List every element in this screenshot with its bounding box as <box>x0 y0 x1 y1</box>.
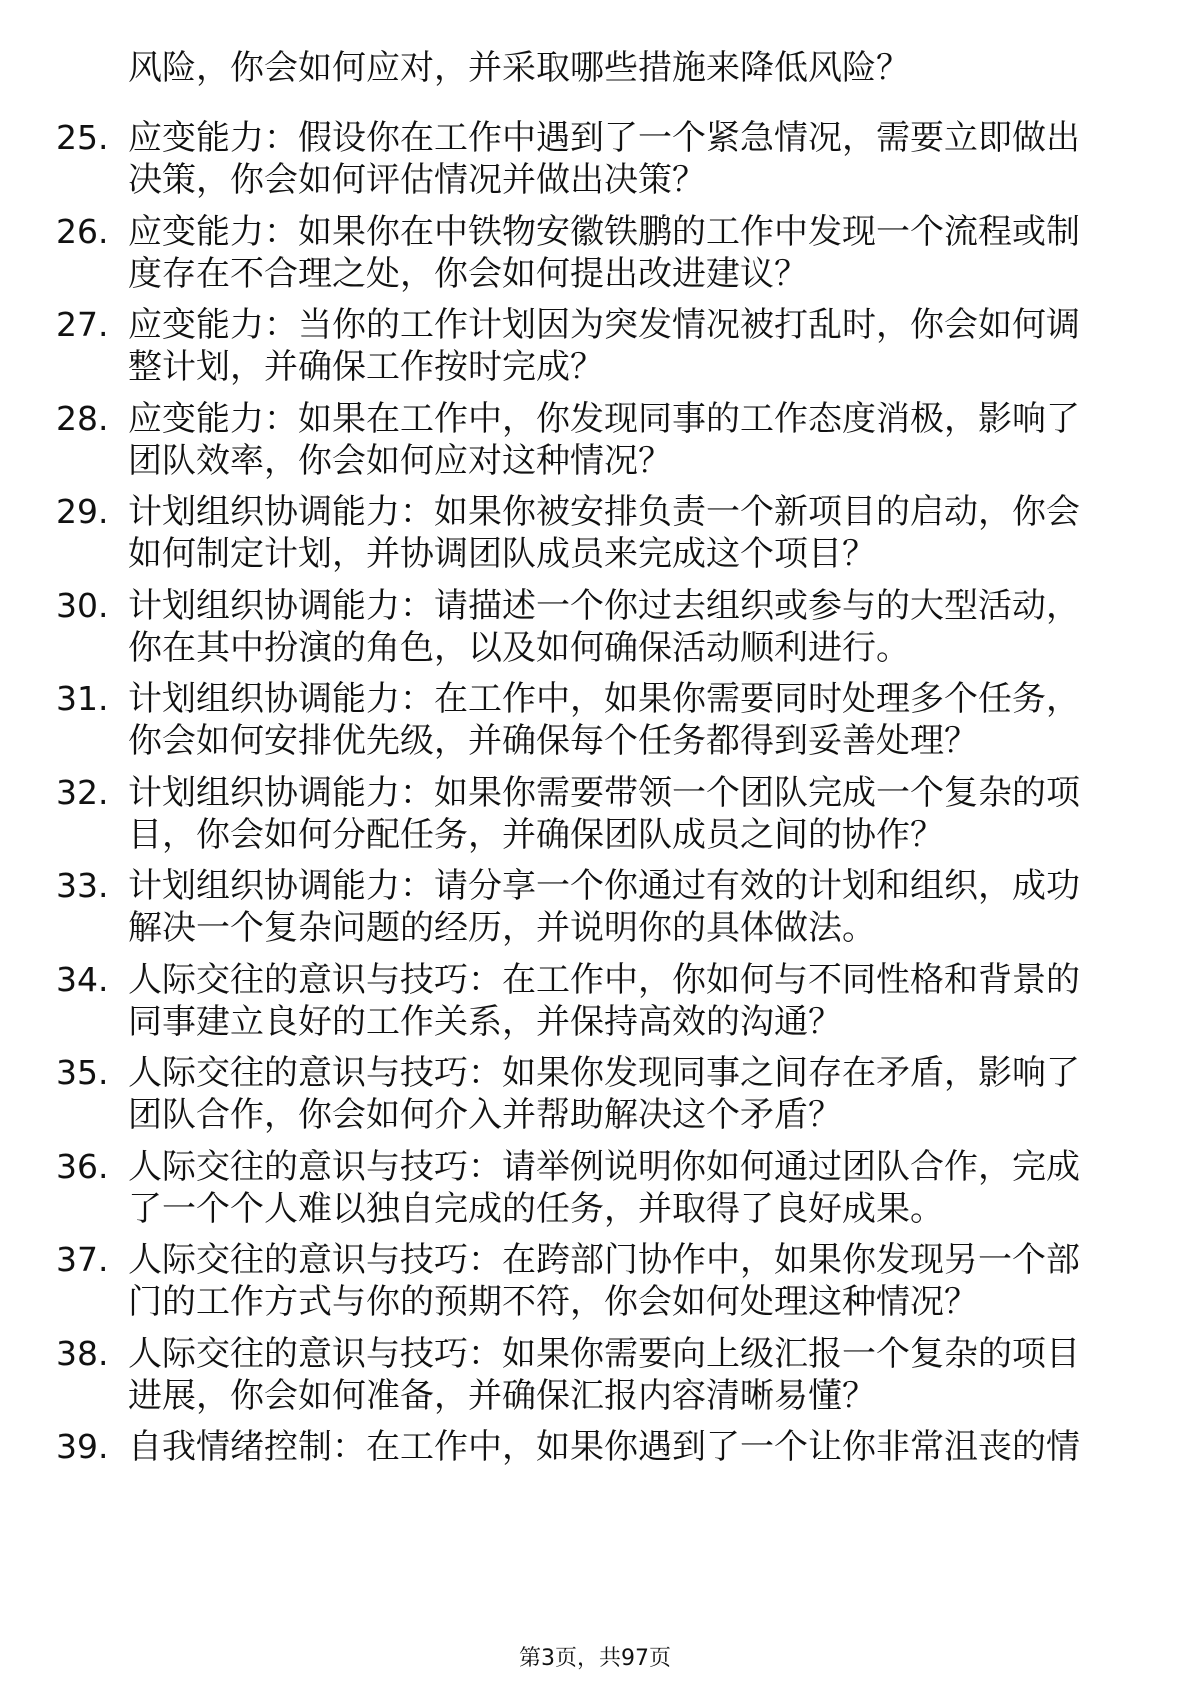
question-number: 36. <box>56 1146 109 1186</box>
question-item-34 <box>0 956 1190 1050</box>
question-number: 35. <box>56 1053 109 1092</box>
question-text-line: 团队合作，你会如何介入并帮助解决这个矛盾？ <box>128 1095 842 1135</box>
question-text-line: 如何制定计划，并协调团队成员来完成这个项目？ <box>128 534 876 574</box>
question-text-line: 了一个个人难以独自完成的任务，并取得了良好成果。 <box>128 1188 944 1229</box>
question-text-line: 计划组织协调能力：如果你需要带领一个团队完成一个复杂的项 <box>128 772 1080 813</box>
question-number: 26. <box>56 211 109 251</box>
question-text-line: 人际交往的意识与技巧：在跨部门协作中，如果你发现另一个部 <box>128 1240 1080 1280</box>
continuation-text: 风险，你会如何应对，并采取哪些措施来降低风险？ <box>128 48 910 88</box>
question-number: 32. <box>56 772 109 812</box>
question-item-27 <box>0 301 1190 395</box>
question-number: 27. <box>56 305 109 344</box>
question-number: 39. <box>56 1427 109 1466</box>
question-text-line: 进展，你会如何准备，并确保汇报内容清晰易懂？ <box>128 1375 876 1416</box>
question-text-line: 应变能力：如果在工作中，你发现同事的工作态度消极，影响了 <box>128 398 1080 439</box>
question-text-line: 你在其中扮演的角色，以及如何确保活动顺利进行。 <box>128 627 910 668</box>
question-text-line: 计划组织协调能力：在工作中，如果你需要同时处理多个任务， <box>128 679 1080 719</box>
question-text-line: 解决一个复杂问题的经历，并说明你的具体做法。 <box>128 908 876 948</box>
question-item-37 <box>0 1236 1190 1330</box>
question-text-line: 目，你会如何分配任务，并确保团队成员之间的协作？ <box>128 814 944 855</box>
question-number: 31. <box>56 679 109 718</box>
question-text-line: 应变能力：假设你在工作中遇到了一个紧急情况，需要立即做出 <box>128 118 1080 158</box>
question-text-line: 计划组织协调能力：请描述一个你过去组织或参与的大型活动， <box>128 585 1080 626</box>
question-number: 37. <box>56 1240 109 1279</box>
question-text-line: 度存在不合理之处，你会如何提出改进建议？ <box>128 253 808 294</box>
question-text-line: 门的工作方式与你的预期不符，你会如何处理这种情况？ <box>128 1282 978 1322</box>
question-text-line: 计划组织协调能力：请分享一个你通过有效的计划和组织，成功 <box>128 866 1080 906</box>
question-list <box>0 114 1190 1517</box>
question-text-line: 人际交往的意识与技巧：请举例说明你如何通过团队合作，完成 <box>128 1146 1080 1187</box>
question-text-line: 同事建立良好的工作关系，并保持高效的沟通？ <box>128 1001 842 1042</box>
question-item-39 <box>0 1423 1190 1517</box>
question-item-28 <box>0 395 1190 489</box>
question-item-35 <box>0 1049 1190 1143</box>
question-text-line: 人际交往的意识与技巧：在工作中，你如何与不同性格和背景的 <box>128 959 1080 1000</box>
question-number: 38. <box>56 1333 109 1373</box>
question-item-30 <box>0 582 1190 676</box>
question-text-line: 决策，你会如何评估情况并做出决策？ <box>128 160 706 200</box>
question-text-line: 应变能力：如果你在中铁物安徽铁鹏的工作中发现一个流程或制 <box>128 211 1080 252</box>
question-text-line: 计划组织协调能力：如果你被安排负责一个新项目的启动，你会 <box>128 492 1080 532</box>
question-number: 33. <box>56 866 109 905</box>
question-text-line: 应变能力：当你的工作计划因为突发情况被打乱时，你会如何调 <box>128 305 1080 345</box>
question-item-38 <box>0 1330 1190 1424</box>
question-text-line: 团队效率，你会如何应对这种情况？ <box>128 440 672 481</box>
question-number: 28. <box>56 398 109 438</box>
question-item-25 <box>0 114 1190 208</box>
question-item-32 <box>0 769 1190 863</box>
question-item-29 <box>0 488 1190 582</box>
question-item-33 <box>0 862 1190 956</box>
question-text-line: 整计划，并确保工作按时完成？ <box>128 347 604 387</box>
question-number: 29. <box>56 492 109 531</box>
question-item-31 <box>0 675 1190 769</box>
question-number: 34. <box>56 959 109 999</box>
page-footer: 第3页，共97页 <box>519 1646 671 1671</box>
question-text-line: 自我情绪控制：在工作中，如果你遇到了一个让你非常沮丧的情 <box>128 1427 1080 1467</box>
question-number: 25. <box>56 118 109 157</box>
question-item-26 <box>0 208 1190 302</box>
question-text-line: 人际交往的意识与技巧：如果你发现同事之间存在矛盾，影响了 <box>128 1053 1080 1093</box>
question-number: 30. <box>56 585 109 625</box>
question-text-line: 你会如何安排优先级，并确保每个任务都得到妥善处理？ <box>128 721 978 761</box>
question-text-line: 人际交往的意识与技巧：如果你需要向上级汇报一个复杂的项目 <box>128 1333 1080 1374</box>
question-item-36 <box>0 1143 1190 1237</box>
